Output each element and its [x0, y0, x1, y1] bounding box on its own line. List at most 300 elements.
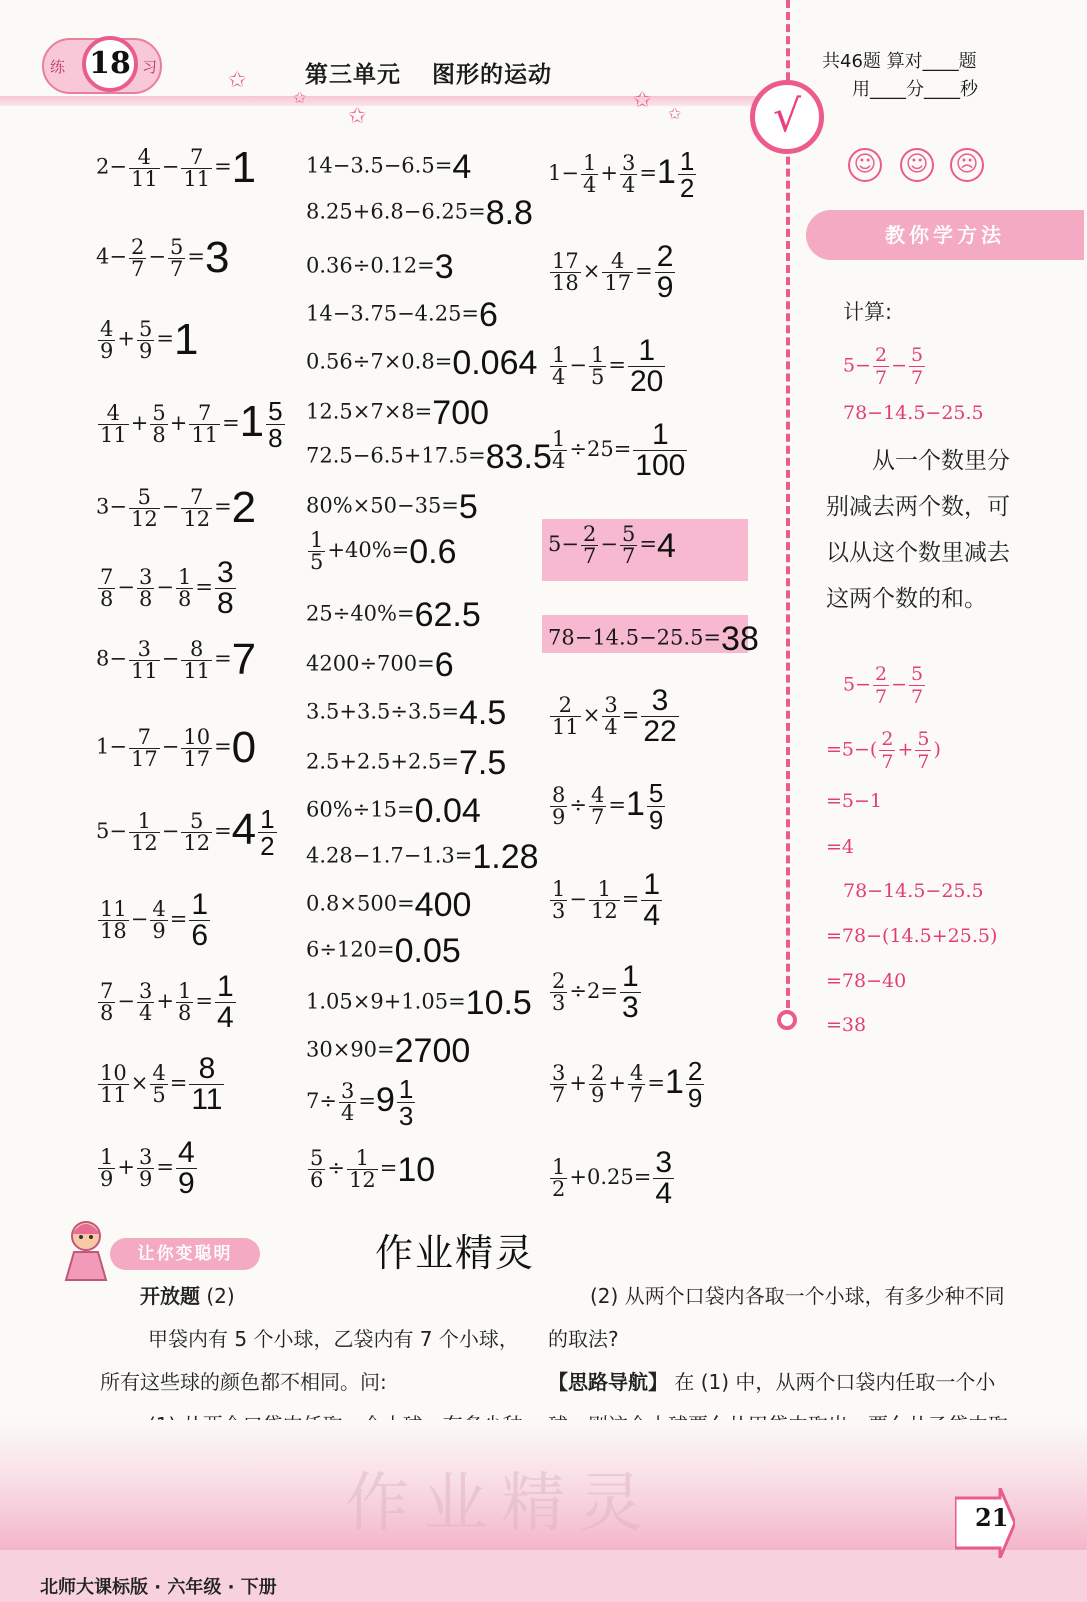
handwritten-answer: 6: [479, 296, 498, 334]
handwritten-answer: [213, 556, 238, 620]
numerator: 3: [216, 556, 234, 589]
numerator: 8: [552, 783, 566, 807]
method-example-2: 78−14.5−25.5: [843, 402, 984, 424]
numerator: 1: [177, 979, 192, 1003]
fraction: [620, 962, 641, 1023]
numerator: 5: [310, 1146, 324, 1170]
expression: 0.56÷7×0.8=: [306, 349, 453, 374]
numerator: 5: [152, 401, 166, 425]
fraction: [129, 636, 160, 683]
star-icon: ✩: [228, 68, 247, 93]
whole-number: 3: [96, 494, 110, 519]
exercise-row: [96, 972, 238, 1033]
hint-label: 【思路导航】: [548, 1370, 668, 1394]
fraction: [633, 420, 687, 481]
denominator: 4: [340, 1101, 355, 1125]
operator: ×: [130, 1071, 149, 1095]
denominator: 18: [100, 919, 127, 943]
happy-face-icon[interactable]: ☺: [848, 148, 882, 182]
star-icon: ✩: [633, 88, 652, 113]
edition-label: 北师大课标版 · 六年级 · 下册: [40, 1577, 277, 1598]
equals-sign: =: [214, 154, 232, 179]
exercise-row: [306, 696, 506, 730]
expression: 3.5+3.5÷3.5=: [306, 699, 459, 724]
operator: +: [117, 326, 135, 351]
exercise-row: $\frac{3}{7}$ + $\frac{2}{9}$ + $\frac{4}{7}$ =1 $\frac{2}{9}$: [548, 1058, 706, 1111]
watermark: 作业精灵: [345, 1467, 657, 1541]
operator: −: [109, 646, 127, 671]
numerator: 5: [621, 522, 636, 546]
denominator: 5: [310, 550, 324, 574]
method-step: =5−1: [826, 790, 883, 812]
operator: −: [161, 819, 180, 843]
equals-sign: =: [379, 1156, 398, 1180]
equals-sign: =: [169, 907, 188, 931]
exercise-row: 5− $\frac{2}{7}$ − $\frac{5}{7}$ =4: [548, 522, 676, 568]
denominator: 9: [648, 805, 664, 835]
numerator: 2: [550, 695, 581, 717]
operator: −: [161, 494, 180, 519]
denominator: 9: [100, 338, 114, 363]
fraction: [266, 398, 284, 451]
fraction: [550, 1063, 567, 1106]
divider-end-dot: [777, 1010, 797, 1030]
fraction: [181, 724, 212, 771]
fraction: [129, 144, 160, 191]
operator: −: [117, 989, 135, 1013]
exercise-row: [96, 723, 257, 772]
handwritten-answer: 3: [434, 248, 454, 286]
handwritten-answer: [213, 970, 238, 1034]
method-explanation: 从一个数里分别减去两个数，可以从这个数里减去这两个数的和。: [826, 448, 1010, 612]
fraction: [647, 780, 665, 833]
cartoon-girl-icon: [58, 1218, 114, 1284]
denominator: 8: [177, 587, 192, 611]
fraction: [258, 806, 276, 859]
equals-sign: =: [214, 494, 232, 519]
handwritten-answer: 4.5: [458, 694, 507, 732]
exercise-row: [306, 746, 506, 780]
handwritten-answer: [626, 334, 667, 398]
fraction: [137, 316, 154, 363]
fraction: [347, 1148, 378, 1191]
equals-sign: =: [187, 244, 205, 269]
denominator: 100: [635, 449, 686, 482]
expression: 4200÷700=: [306, 651, 435, 676]
equals-sign: =: [214, 819, 232, 843]
handwritten-answer: 7.5: [458, 744, 507, 782]
denominator: 11: [100, 1083, 127, 1107]
fraction: [137, 981, 154, 1024]
numerator: 1: [216, 970, 234, 1003]
checkmark-icon: √: [750, 80, 824, 154]
sad-face-icon[interactable]: ☹: [950, 148, 984, 182]
numerator: 2: [552, 969, 566, 993]
numerator: 3: [604, 693, 618, 717]
numerator: 2: [687, 1056, 703, 1086]
denominator: 4: [582, 173, 597, 197]
handwritten-answer: [625, 778, 667, 835]
exercise-row: $\frac{2}{11}$ × $\frac{3}{4}$ = $\frac{3}{22}$: [548, 686, 681, 747]
whole-number: 4: [96, 244, 110, 269]
numerator: 7: [129, 727, 160, 749]
score-stats: [822, 48, 978, 104]
numerator: 1: [590, 343, 605, 367]
calc-label: 计算:: [843, 300, 893, 324]
denominator: 20: [629, 365, 664, 398]
denominator: 8: [216, 587, 234, 620]
numerator: 1: [398, 1074, 414, 1104]
expression: =: [358, 1089, 376, 1113]
star-icon: ✩: [348, 104, 367, 129]
denominator: 7: [629, 1083, 644, 1107]
equals-sign: =: [156, 326, 174, 351]
badge-right-char: 习: [142, 58, 158, 76]
fraction: [602, 695, 619, 738]
numerator: 1: [582, 151, 597, 175]
fraction: [589, 345, 606, 388]
numerator: 3: [641, 686, 678, 717]
fraction: [628, 336, 665, 397]
exercise-row: [96, 315, 199, 364]
expression: 7÷: [306, 1089, 337, 1113]
denominator: 11: [191, 1083, 223, 1116]
fraction: [189, 890, 210, 951]
exercise-row: [96, 233, 230, 282]
denominator: 12: [183, 506, 211, 531]
expression: 0.8×500=: [306, 891, 415, 916]
numerator: 10: [183, 724, 211, 749]
denominator: 8: [100, 1001, 114, 1025]
handwritten-answer: [651, 1146, 676, 1210]
handwritten-answer: 0: [231, 723, 257, 772]
star-icon: ✩: [668, 104, 682, 123]
numerator: 1: [347, 1148, 378, 1170]
numerator: 1: [628, 336, 665, 367]
handwritten-answer: [618, 960, 643, 1024]
numerator: 1: [621, 960, 639, 993]
fraction: [137, 567, 154, 610]
denominator: 3: [398, 1101, 414, 1131]
equals-sign: =: [195, 575, 213, 599]
exercise-row: [96, 143, 257, 192]
fraction: [397, 1076, 415, 1129]
operator: ÷: [327, 1156, 345, 1180]
fraction: [98, 1063, 129, 1106]
denominator: 9: [552, 805, 566, 829]
handwritten-answer: 2700: [394, 1032, 471, 1070]
fraction: [176, 567, 193, 610]
exercise-row: [306, 888, 471, 922]
numerator: 1: [129, 811, 160, 833]
numerator: 4: [177, 1136, 195, 1169]
numerator: 1: [679, 146, 695, 176]
operator: −: [117, 575, 135, 599]
fraction: [137, 1147, 154, 1190]
method-step: =78−(14.5+25.5): [826, 925, 998, 947]
fraction: [308, 530, 325, 573]
expression: 25÷40%=: [306, 601, 415, 626]
equals-sign: =: [214, 646, 232, 671]
handwritten-answer: [174, 1136, 199, 1200]
operator: +: [117, 1155, 135, 1179]
denominator: 8: [100, 587, 114, 611]
operator: −: [148, 244, 166, 269]
numerator: 1: [100, 1145, 114, 1169]
exercise-row: [96, 635, 257, 684]
operator: −: [109, 494, 127, 519]
handwritten-answer: 0.064: [452, 344, 538, 382]
problem-text: 甲袋内有 5 个小球，乙袋内有 7 个小球，所有这些球的颜色都不相同。问:: [100, 1327, 519, 1394]
stats-total: 共46题 算对____题: [822, 51, 977, 72]
answer-whole: 4: [231, 805, 257, 855]
handwritten-answer: 3: [204, 233, 230, 282]
exercise-row: [306, 598, 481, 632]
numerator: 3: [129, 639, 160, 661]
expression: 2.5+2.5+2.5=: [306, 749, 459, 774]
fraction: [150, 403, 167, 446]
handwritten-answer: 400: [414, 886, 472, 924]
fraction: [181, 811, 212, 854]
operator: −: [161, 646, 180, 671]
numerator: 1: [552, 427, 566, 451]
exercise-row: [96, 1054, 226, 1115]
fraction: [550, 879, 567, 922]
expression: 1.05×9+1.05=: [306, 989, 466, 1014]
numerator: 10: [100, 1061, 127, 1085]
operator: −: [109, 734, 127, 759]
hint-text: 在 (1) 中，从两个口袋内任取一个小: [674, 1370, 996, 1394]
denominator: 9: [590, 1083, 605, 1107]
numerator: 7: [181, 147, 212, 169]
denominator: 7: [582, 544, 597, 568]
fraction: [550, 785, 567, 828]
problem-title: 开放题: [140, 1284, 200, 1308]
exercise-row: [96, 806, 279, 859]
handwritten-answer: [239, 396, 287, 453]
numerator: 5: [129, 487, 160, 509]
handwritten-signature: 作业精灵: [375, 1231, 536, 1275]
handwritten-answer: 83.5: [485, 438, 552, 476]
exercise-row: [306, 196, 533, 230]
denominator: 11: [130, 166, 158, 191]
page-number: 21: [975, 1503, 1009, 1532]
denominator: 4: [604, 715, 618, 739]
denominator: 11: [100, 423, 127, 447]
fraction: [98, 1147, 115, 1190]
denominator: 7: [130, 256, 145, 281]
denominator: 6: [310, 1168, 324, 1192]
exercise-row: 78−14.5−25.5=38: [548, 620, 759, 658]
handwritten-answer: 2: [231, 483, 257, 532]
denominator: 8: [177, 1001, 192, 1025]
denominator: 18: [552, 271, 579, 295]
numerator: 4: [100, 316, 114, 341]
numerator: 5: [181, 811, 212, 833]
fraction: [98, 403, 129, 446]
exercise-row: [306, 440, 552, 474]
method-example-1: 5− $\frac{2}{7}$ − $\frac{5}{7}$: [843, 344, 924, 389]
denominator: 7: [621, 544, 636, 568]
fraction: [176, 981, 193, 1024]
operator: −: [109, 154, 127, 179]
fraction: [602, 251, 633, 294]
exercise-row: $\frac{17}{18}$ × $\frac{4}{17}$ = $\frac{2}{9}$: [548, 242, 677, 303]
fraction: [339, 1081, 356, 1124]
fraction: [129, 724, 160, 771]
fraction: [589, 785, 606, 828]
numerator: 11: [100, 897, 127, 921]
fraction: [550, 345, 567, 388]
handwritten-answer: 4: [656, 526, 676, 565]
fraction: [641, 686, 678, 747]
numerator: 1: [191, 888, 209, 921]
fraction: [150, 899, 167, 942]
answer-whole: 1: [625, 785, 645, 824]
fraction: [550, 971, 567, 1014]
denominator: 8: [268, 423, 283, 453]
denominator: 4: [643, 899, 661, 932]
expression: 14−3.5−6.5=: [306, 153, 453, 178]
operator: +: [169, 411, 188, 435]
expression: 72.5−6.5+17.5=: [306, 443, 486, 468]
fraction: [550, 1157, 567, 1200]
answer-whole: 9: [375, 1081, 395, 1120]
denominator: 12: [130, 506, 158, 531]
expression: 8.25+6.8−6.25=: [306, 199, 486, 224]
numerator: 7: [100, 979, 114, 1003]
handwritten-answer: 0.05: [394, 932, 461, 970]
numerator: 3: [340, 1079, 355, 1103]
equals-sign: =: [195, 989, 213, 1013]
numerator: 7: [189, 403, 220, 425]
fraction: [98, 899, 129, 942]
handwritten-answer: [231, 804, 279, 861]
fraction: [620, 524, 637, 567]
numerator: 4: [129, 147, 160, 169]
question-2: (2) 从两个口袋内各取一个小球，有多少种不同的取法?: [548, 1284, 1005, 1351]
stats-time: 用____分____秒: [852, 79, 978, 100]
whole-number: 2: [96, 154, 110, 179]
numerator: 8: [181, 639, 212, 661]
fraction: [686, 1058, 704, 1111]
badge-left-char: 练: [50, 58, 66, 76]
fraction: [641, 870, 662, 931]
expression: 6÷120=: [306, 937, 395, 962]
answer-whole: 1: [239, 397, 265, 447]
numerator: 5: [268, 396, 283, 426]
numerator: 1: [552, 343, 566, 367]
denominator: 12: [183, 831, 211, 855]
exercise-row: [306, 934, 461, 968]
denominator: 11: [130, 658, 158, 683]
neutral-face-icon[interactable]: ☺: [900, 148, 934, 182]
handwritten-answer: [639, 684, 680, 748]
fraction: [653, 1148, 674, 1209]
handwritten-answer: [656, 146, 698, 203]
exercise-row: [306, 840, 539, 874]
operator: −: [109, 244, 127, 269]
denominator: 17: [604, 271, 632, 295]
handwritten-answer: 6: [434, 646, 454, 684]
expression: 14−3.75−4.25=: [306, 301, 480, 326]
handwritten-answer: [375, 1074, 417, 1131]
numerator: 1: [552, 877, 566, 901]
method-step: =4: [826, 836, 855, 858]
exercise-row: $\frac{2}{3}$ ÷2= $\frac{1}{3}$: [548, 962, 643, 1023]
numerator: 2: [590, 1061, 605, 1085]
denominator: 5: [590, 365, 605, 389]
numerator: 7: [100, 565, 114, 589]
method-step: =78−40: [826, 970, 907, 992]
numerator: 3: [138, 1145, 153, 1169]
numerator: 2: [130, 234, 145, 259]
numerator: 4: [98, 403, 129, 425]
denominator: 8: [152, 423, 166, 447]
star-icon: ✩: [293, 88, 307, 107]
handwritten-answer: 1: [173, 315, 199, 364]
numerator: 8: [189, 1054, 224, 1085]
denominator: 3: [552, 899, 566, 923]
handwritten-answer: 1.28: [472, 838, 539, 876]
operator: −: [156, 575, 174, 599]
handwritten-answer: [631, 418, 689, 482]
exercise-row: $\frac{1}{4}$ − $\frac{1}{5}$ = $\frac{1}{20}$: [548, 336, 667, 397]
numerator: 2: [656, 240, 674, 273]
fraction: [655, 242, 676, 303]
exercise-row: [96, 558, 238, 619]
denominator: 9: [687, 1083, 703, 1113]
handwritten-answer: 0.6: [409, 532, 457, 571]
fraction: [98, 316, 115, 363]
whole-number: 8: [96, 646, 110, 671]
exercise-row: [306, 250, 454, 284]
fraction: [129, 484, 160, 531]
exercise-row: [306, 346, 537, 380]
exercise-row: [306, 1148, 435, 1191]
denominator: 9: [138, 338, 153, 363]
fraction: [189, 403, 220, 446]
fraction: [168, 234, 185, 281]
denominator: 3: [621, 991, 639, 1024]
numerator: 1: [177, 565, 192, 589]
exercise-row: $\frac{1}{2}$ +0.25= $\frac{3}{4}$: [548, 1148, 676, 1209]
fraction: [181, 484, 212, 531]
fraction: [581, 153, 598, 196]
denominator: 11: [183, 658, 211, 683]
denominator: 3: [552, 991, 566, 1015]
handwritten-answer: 10.5: [465, 984, 532, 1022]
expression: 30×90=: [306, 1037, 395, 1062]
denominator: 9: [656, 271, 674, 304]
denominator: 9: [138, 1167, 153, 1191]
denominator: 2: [260, 831, 275, 861]
exercise-row: [306, 150, 471, 184]
operator: −: [109, 819, 127, 843]
fraction: [550, 695, 581, 738]
problem-number: (2): [206, 1284, 235, 1308]
denominator: 2: [552, 1177, 566, 1201]
fraction: [176, 1138, 197, 1199]
operator: +: [130, 411, 149, 435]
exercise-row: [96, 398, 287, 451]
numerator: 4: [629, 1061, 644, 1085]
handwritten-answer: [664, 1056, 706, 1113]
denominator: 4: [216, 1001, 234, 1034]
denominator: 12: [348, 1168, 376, 1192]
numerator: 4: [152, 1061, 166, 1085]
fraction: [678, 148, 696, 201]
